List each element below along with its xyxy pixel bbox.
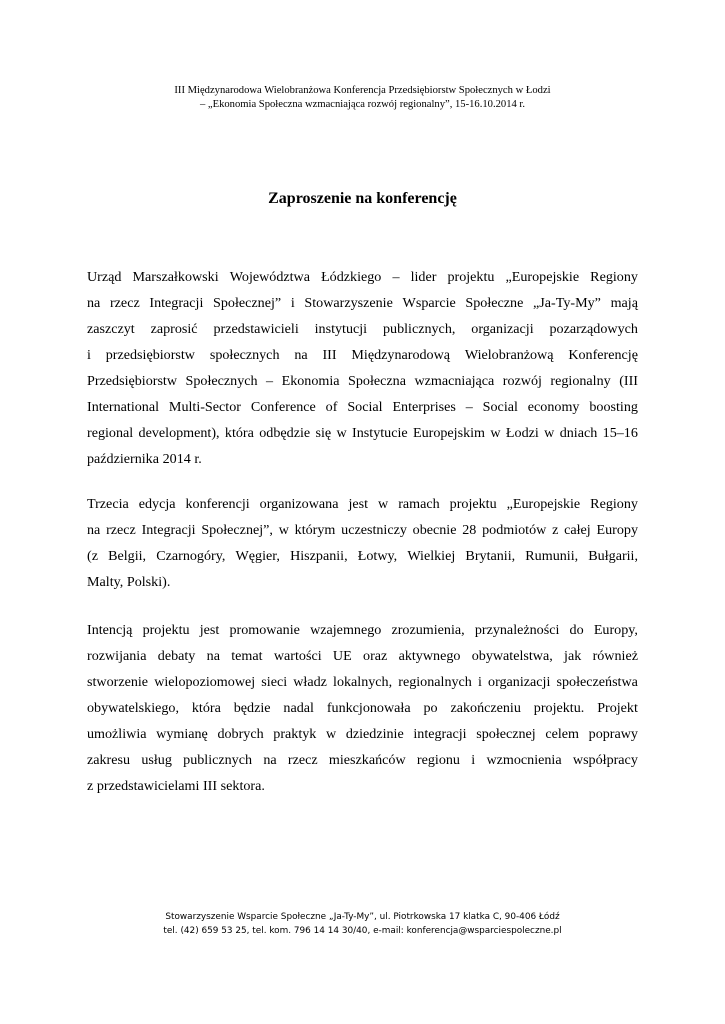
paragraph-2 (87, 491, 638, 595)
header-line-1: III Międzynarodowa Wielobranżowa Konferencja Przedsiębiorstw Społecznych w Łodzi (174, 85, 551, 96)
paragraph-line: Intencją projektu jest promowanie wzajemnego zrozumienia, przynależności do Europy, (87, 622, 638, 638)
paragraph-line: Przedsiębiorstw Społecznych – Ekonomia Społeczna wzmacniająca rozwój regionalny (III (87, 373, 638, 389)
page-footer (0, 910, 725, 938)
paragraph-line: regional development), która odbędzie się w Instytucie Europejskim w Łodzi w dniach 15–16 (87, 425, 638, 441)
paragraph-line: Trzecia edycja konferencji organizowana jest w ramach projektu „Europejskie Regiony (87, 496, 638, 512)
paragraph-line: na rzecz Integracji Społecznej” i Stowarzyszenie Wsparcie Społeczne „Ja-Ty-My” mają (87, 295, 638, 311)
paragraph-1 (87, 264, 638, 472)
paragraph-line: Urząd Marszałkowski Województwa Łódzkiego – lider projektu „Europejskie Regiony (87, 269, 638, 285)
paragraph-line: z przedstawicielami III sektora. (87, 778, 265, 794)
paragraph-line: zaszczyt zaprosić przedstawicieli instytucji publicznych, organizacji pozarządowych (87, 321, 638, 337)
header-line-2: – „Ekonomia Społeczna wzmacniająca rozwój regionalny”, 15-16.10.2014 r. (199, 99, 526, 110)
footer-contact-line: tel. (42) 659 53 25, tel. kom. 796 14 14 30/40, e-mail: konferencja@wsparciespoleczne.pl (163, 926, 562, 936)
paragraph-line: października 2014 r. (87, 451, 202, 467)
paragraph-line: obywatelskiego, która będzie nadal funkcjonowała po zakończeniu projektu. Projekt (87, 700, 638, 716)
paragraph-line: umożliwia wymianę dobrych praktyk w dziedzinie integracji społecznej celem poprawy (87, 726, 638, 742)
paragraph-line: na rzecz Integracji Społecznej”, w którym uczestniczy obecnie 28 podmiotów z całej Europy (87, 522, 638, 538)
paragraph-3 (87, 617, 638, 799)
page-header (0, 84, 725, 112)
document-title: Zaproszenie na konferencję (268, 190, 457, 207)
paragraph-line: (z Belgii, Czarnogóry, Węgier, Hiszpanii, Łotwy, Wielkiej Brytanii, Rumunii, Bułgarii, (87, 548, 638, 564)
footer-address-line: Stowarzyszenie Wsparcie Społeczne „Ja-Ty-My”, ul. Piotrkowska 17 klatka C, 90-406 Łódź (165, 912, 560, 922)
paragraph-line: Malty, Polski). (87, 574, 171, 590)
paragraph-line: i przedsiębiorstw społecznych na III Międzynarodową Wielobranżową Konferencję (87, 347, 638, 363)
paragraph-line: stworzenie wielopoziomowej sieci władz lokalnych, regionalnych i organizacji społeczeństwa (87, 674, 638, 690)
paragraph-line: International Multi-Sector Conference of Social Enterprises – Social economy boosting (87, 399, 638, 415)
paragraph-line: rozwijania debaty na temat wartości UE oraz aktywnego obywatelstwa, jak również (87, 648, 638, 664)
paragraph-line: zakresu usług publicznych na rzecz mieszkańców regionu i wzmocnienia współpracy (87, 752, 638, 768)
